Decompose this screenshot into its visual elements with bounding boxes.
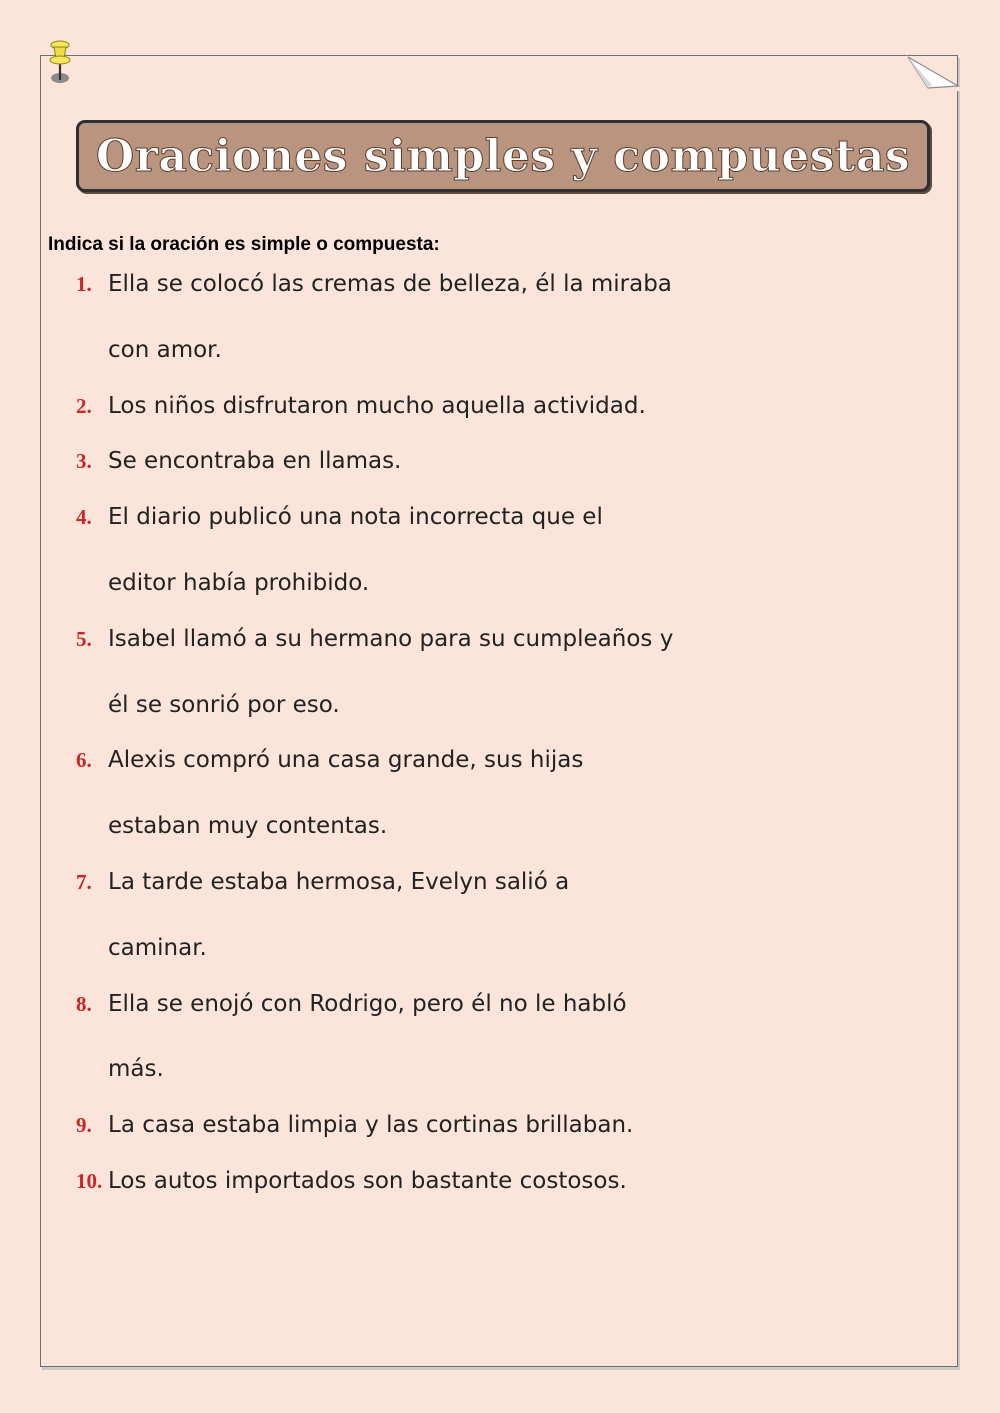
item-number: 10. xyxy=(76,1168,103,1193)
item-line: El diario publicó una nota incorrecta que el xyxy=(108,504,603,531)
item-line: Alexis compró una casa grande, sus hijas xyxy=(108,747,584,774)
item-text xyxy=(108,738,836,870)
item-number: 9. xyxy=(76,1113,92,1138)
item-text xyxy=(108,617,836,749)
title-banner xyxy=(76,120,930,192)
item-line: Los autos importados son bastante costosos. xyxy=(108,1167,627,1194)
item-line: caminar. xyxy=(108,934,207,961)
item-number: 3. xyxy=(76,449,92,474)
item-text xyxy=(108,982,836,1114)
item-line: Isabel llamó a su hermano para su cumpleaños y xyxy=(108,625,674,652)
item-line: con amor. xyxy=(108,336,222,363)
item-line: La tarde estaba hermosa, Evelyn salió a xyxy=(108,868,570,895)
item-text xyxy=(108,495,836,627)
item-number: 4. xyxy=(76,505,92,530)
item-line: más. xyxy=(108,1056,164,1083)
item-number: 2. xyxy=(76,393,92,418)
list-item xyxy=(76,495,836,627)
item-line: Se encontraba en llamas. xyxy=(108,448,402,475)
list-item xyxy=(76,617,836,749)
item-text xyxy=(108,860,836,992)
sentence-list xyxy=(76,272,836,1225)
list-item xyxy=(76,262,836,394)
item-line: él se sonrió por eso. xyxy=(108,691,340,718)
item-line: editor había prohibido. xyxy=(108,569,370,596)
instruction-text: Indica si la oración es simple o compuesta: xyxy=(48,234,440,255)
item-line: Ella se enojó con Rodrigo, pero él no le habló xyxy=(108,990,627,1017)
list-item xyxy=(76,982,836,1114)
item-number: 7. xyxy=(76,869,92,894)
list-item xyxy=(76,738,836,870)
item-line: La casa estaba limpia y las cortinas brillaban. xyxy=(108,1112,634,1139)
page-fold-icon xyxy=(906,55,960,91)
item-number: 8. xyxy=(76,991,92,1016)
page-title: Oraciones simples y compuestas xyxy=(95,130,911,182)
item-line: estaban muy contentas. xyxy=(108,813,388,840)
item-number: 1. xyxy=(76,272,92,296)
item-text xyxy=(108,262,836,394)
list-item xyxy=(76,1159,836,1225)
item-line: Los niños disfrutaron mucho aquella actividad. xyxy=(108,392,646,419)
item-number: 6. xyxy=(76,748,92,773)
pushpin-icon xyxy=(45,38,75,88)
item-text xyxy=(108,1159,836,1225)
item-line: Ella se colocó las cremas de belleza, él la miraba xyxy=(108,271,672,297)
list-item xyxy=(76,860,836,992)
item-number: 5. xyxy=(76,626,92,651)
